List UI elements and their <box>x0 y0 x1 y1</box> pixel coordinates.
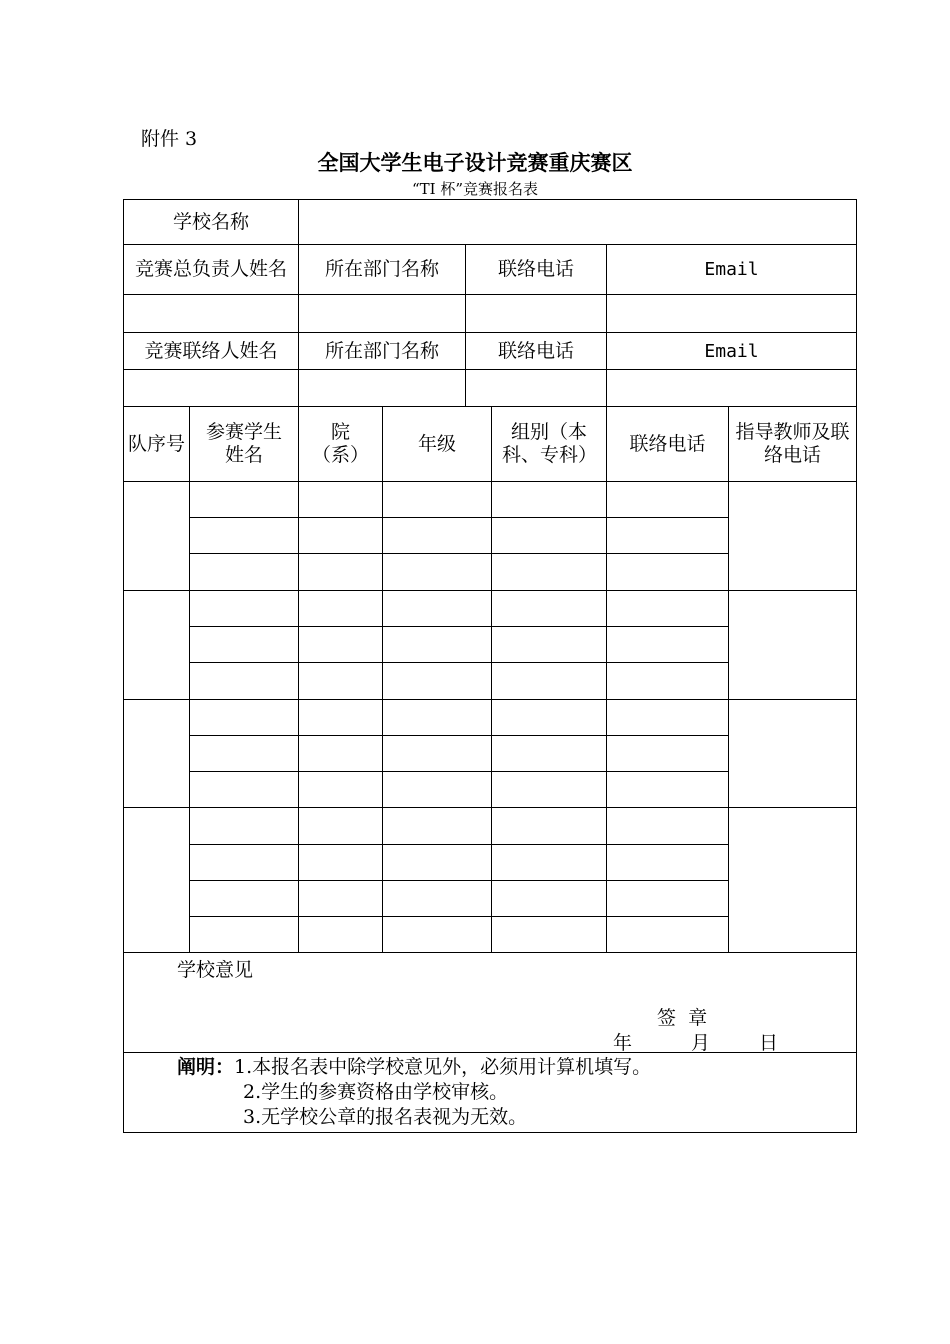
leader-email-header: Email <box>704 259 759 280</box>
contact-phone-field[interactable] <box>466 370 606 406</box>
notes-item-2: 2.学生的参赛资格由学校审核。 <box>243 1081 509 1103</box>
leader-dept-field[interactable] <box>299 295 465 332</box>
month-label: 月 <box>691 1032 711 1054</box>
attachment-label: 附件 3 <box>141 128 198 150</box>
teacher-header: 指导教师及联络电话 <box>735 421 850 466</box>
grade-header: 年级 <box>417 432 456 455</box>
team-no-header: 队序号 <box>127 432 185 455</box>
contact-name-field[interactable] <box>124 370 298 406</box>
notes-item-1: 1.本报名表中除学校意见外，必须用计算机填写。 <box>234 1056 652 1078</box>
leader-phone-header: 联络电话 <box>497 258 574 280</box>
day-label: 日 <box>759 1032 779 1054</box>
contact-email-header: Email <box>704 340 759 362</box>
contact-name-header: 竞赛联络人姓名 <box>144 339 278 362</box>
contact-dept-field[interactable] <box>299 370 465 406</box>
member-phone-header: 联络电话 <box>629 432 706 455</box>
school-opinion-label: 学校意见 <box>177 959 254 981</box>
leader-email-field[interactable] <box>607 295 856 332</box>
contact-phone-header: 联络电话 <box>497 339 574 362</box>
seal-label: 签 章 <box>657 1007 708 1029</box>
school-name-field[interactable] <box>299 200 856 244</box>
leader-phone-field[interactable] <box>466 295 606 332</box>
page-subtitle: “TI 杯”竞赛报名表 <box>411 180 539 198</box>
group-header: 组别（本科、专科） <box>502 421 598 466</box>
notes-item-3: 3.无学校公章的报名表视为无效。 <box>243 1106 528 1128</box>
leader-name-field[interactable] <box>124 295 298 332</box>
page-title: 全国大学生电子设计竞赛重庆赛区 <box>317 150 633 175</box>
leader-name-header: 竞赛总负责人姓名 <box>134 258 287 280</box>
leader-dept-header: 所在部门名称 <box>324 258 439 280</box>
contact-email-field[interactable] <box>607 370 856 406</box>
year-label: 年 <box>613 1032 633 1054</box>
student-name-header: 参赛学生姓名 <box>205 421 282 466</box>
school-name-label: 学校名称 <box>172 210 249 233</box>
notes-label: 阐明： <box>177 1056 235 1078</box>
college-header: 院（系） <box>312 421 370 466</box>
notes-line-1 <box>177 1055 651 1079</box>
contact-dept-header: 所在部门名称 <box>324 339 439 362</box>
